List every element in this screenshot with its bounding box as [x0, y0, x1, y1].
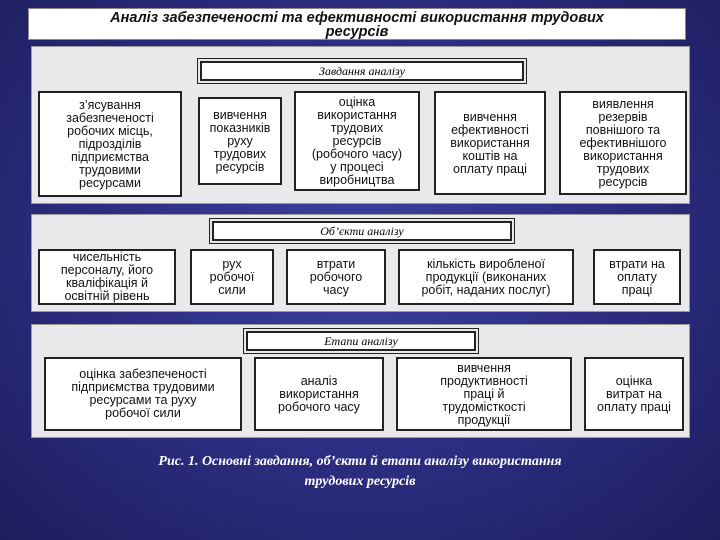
figure-caption: Рис. 1. Основні завдання, об’єкти й етапи аналізу використання трудових ресурсів [158, 454, 562, 489]
stage-box-1: оцінка забезпеченості підприємства трудовими ресурсами та руху робочої сили [44, 357, 242, 431]
object-box-5: втрати на оплату праці [593, 249, 681, 305]
diagram-title [28, 8, 686, 40]
stages-header: Етапи аналізу [246, 331, 476, 351]
stages-panel [31, 324, 690, 438]
task-box-4: вивчення ефективності використання коштів на оплату праці [434, 91, 546, 195]
task-box-1: з’ясування забезпеченості робочих місць, підрозділів підприємства трудовими ресурсами [38, 91, 182, 197]
objects-header: Об’єкти аналізу [212, 221, 512, 241]
diagram-title-line-2: ресурсів [325, 24, 389, 40]
object-box-3: втрати робочого часу [286, 249, 386, 305]
object-box-2: рух робочої сили [190, 249, 274, 305]
stage-box-2: аналіз використання робочого часу [254, 357, 384, 431]
diagram-title-line-1: Аналіз забезпеченості та ефективності використання трудових [110, 10, 604, 26]
tasks-panel [31, 46, 690, 204]
object-box-4: кількість виробленої продукції (виконаних робіт, наданих послуг) [398, 249, 574, 305]
task-box-5: виявлення резервів повнішого та ефективнішого використання трудових ресурсів [559, 91, 687, 195]
objects-panel [31, 214, 690, 312]
stage-box-3: вивчення продуктивності праці й трудомісткості продукції [396, 357, 572, 431]
tasks-header: Завдання аналізу [200, 61, 524, 81]
task-box-2: вивчення показників руху трудових ресурсів [198, 97, 282, 185]
stage-box-4: оцінка витрат на оплату праці [584, 357, 684, 431]
task-box-3: оцінка використання трудових ресурсів (робочого часу) у процесі виробництва [294, 91, 420, 191]
object-box-1: чисельність персоналу, його кваліфікація й освітній рівень [38, 249, 176, 305]
